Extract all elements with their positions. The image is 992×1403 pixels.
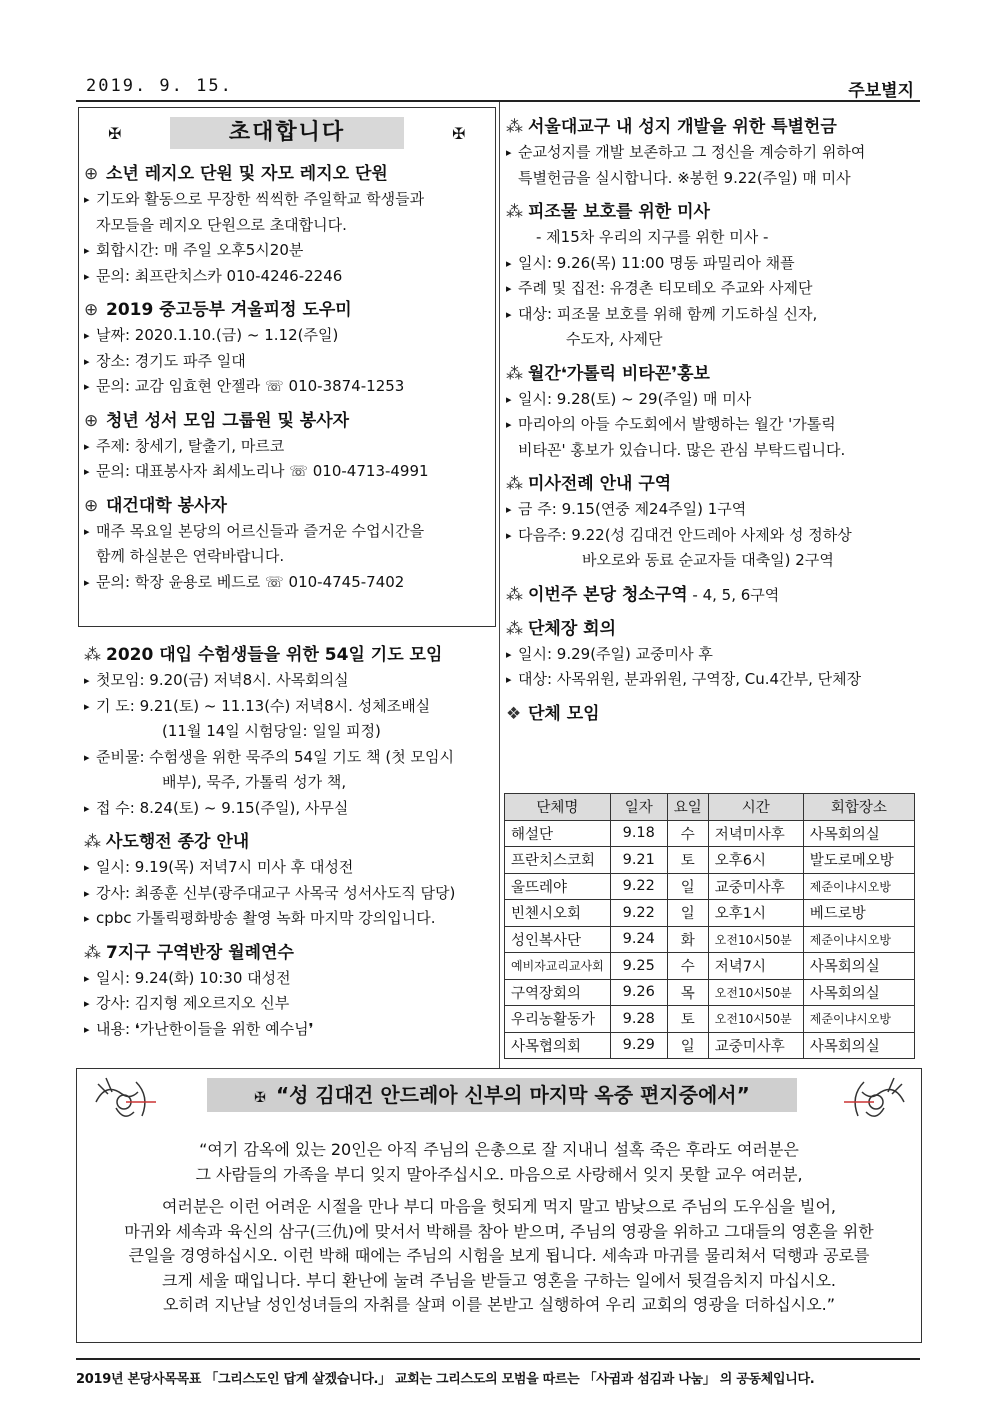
cell: 9.25 bbox=[610, 953, 667, 980]
list-item: ▸ 마리아의 아들 수도회에서 발행하는 월간 '가톨릭 bbox=[506, 412, 920, 438]
list-item-cont: 바오로와 동료 순교자들 대축일) 2구역 bbox=[582, 551, 834, 569]
section-title: 7지구 구역반장 월례연수 bbox=[106, 942, 294, 963]
cell: 9.28 bbox=[610, 1006, 667, 1033]
list-item: ▸ 첫모임: 9.20(금) 저녁8시. 사목회의실 bbox=[84, 668, 496, 694]
section-title: 미사전례 안내 구역 bbox=[528, 474, 672, 494]
left-sections bbox=[84, 642, 496, 1050]
compass-icon: ⊕ bbox=[84, 410, 99, 431]
cell: 9.29 bbox=[610, 1032, 667, 1059]
cross-icon: ✠ bbox=[108, 124, 122, 143]
section-title: 2019 중고등부 겨울피정 도우미 bbox=[106, 300, 352, 320]
list-item-cont: (11월 14일 시험당일: 일일 피정) bbox=[162, 722, 381, 740]
sparkle-icon: ⁂ bbox=[84, 645, 101, 665]
letter-line: 여러분은 이런 어려운 시절을 만나 부디 마음을 헛되게 먹지 말고 밤낮으로 주님의 도우심을 빌어, bbox=[162, 1197, 836, 1216]
cell: 토 bbox=[667, 1006, 708, 1033]
invite-section bbox=[84, 408, 494, 485]
list-item-cont: 수도자, 사제단 bbox=[566, 330, 663, 348]
list-item-cont: 배부), 묵주, 가톨릭 성가 책, bbox=[162, 773, 347, 791]
list-item: ▸ cpbc 가톨릭평화방송 촬영 녹화 마지막 강의입니다. bbox=[84, 906, 496, 932]
sparkle-icon: ⁂ bbox=[84, 942, 101, 963]
col-header: 회합장소 bbox=[803, 794, 914, 821]
letter-body bbox=[80, 1138, 918, 1318]
table-row bbox=[505, 1006, 915, 1033]
table-row bbox=[505, 979, 915, 1006]
list-item: ▸ 일시: 9.19(목) 저녁7시 미사 후 대성전 bbox=[84, 855, 496, 881]
invite-section bbox=[84, 493, 494, 596]
cross-icon: ✠ bbox=[452, 124, 466, 143]
cupid-icon bbox=[86, 1072, 160, 1134]
sparkle-icon: ⁂ bbox=[506, 363, 523, 384]
cell: 오전10시50분 bbox=[708, 926, 803, 953]
cell: 오후1시 bbox=[708, 900, 803, 927]
cell: 9.22 bbox=[610, 900, 667, 927]
list-item: ▸ 대상: 피조물 보호를 위해 함께 기도하실 신자, bbox=[506, 302, 920, 328]
invite-title: 초대합니다 bbox=[170, 117, 404, 149]
cell: 저녁미사후 bbox=[708, 820, 803, 847]
column-divider bbox=[499, 102, 500, 1068]
right-sections bbox=[506, 114, 920, 735]
table-row bbox=[505, 926, 915, 953]
invite-section bbox=[84, 161, 494, 289]
table-row bbox=[505, 953, 915, 980]
cell: 목 bbox=[667, 979, 708, 1006]
cell: 우리농활동가 bbox=[505, 1006, 611, 1033]
section-cleaning bbox=[506, 582, 920, 608]
cell: 발도로메오방 bbox=[803, 847, 914, 874]
letter-title bbox=[207, 1078, 797, 1112]
cell: 제준이냐시오방 bbox=[803, 873, 914, 900]
table-row bbox=[505, 1032, 915, 1059]
sparkle-icon: ⁂ bbox=[506, 117, 523, 137]
list-item: ▸ 문의: 교감 임효현 안젤라 ☏ 010-3874-1253 bbox=[84, 374, 494, 400]
list-item: ▸ 일시: 9.29(주일) 교중미사 후 bbox=[506, 642, 920, 668]
cupid-icon bbox=[840, 1072, 914, 1134]
list-item: ▸ 날짜: 2020.1.10.(금) ~ 1.12(주일) bbox=[84, 323, 494, 349]
letter-line: 오히려 지난날 성인성녀들의 자취를 살펴 이를 본받고 실행하여 우리 교회의 영광을 더하십시오.” bbox=[162, 1295, 836, 1314]
section-offering bbox=[506, 114, 920, 191]
compass-icon: ⊕ bbox=[84, 495, 99, 516]
header-date: 2019. 9. 15. bbox=[86, 76, 233, 96]
cell: 9.22 bbox=[610, 873, 667, 900]
cell: 토 bbox=[667, 847, 708, 874]
footer-rule bbox=[76, 1358, 920, 1360]
table-row bbox=[505, 873, 915, 900]
list-item: ▸ 일시: 9.28(토) ~ 29(주일) 매 미사 bbox=[506, 387, 920, 413]
list-item-cont: 비타꼰' 홍보가 있습니다. 많은 관심 부탁드립니다. bbox=[518, 440, 846, 459]
list-item: ▸ 금 주: 9.15(연중 제24주일) 1구역 bbox=[506, 497, 920, 523]
list-item: ▸ 다음주: 9.22(성 김대건 안드레아 사제와 성 정하상 bbox=[506, 523, 920, 549]
section-prayer bbox=[84, 642, 496, 821]
section-groups bbox=[506, 701, 920, 727]
list-item-cont: 특별헌금을 실시합니다. ※봉헌 9.22(주일) 매 미사 bbox=[518, 168, 851, 187]
section-liturgy bbox=[506, 471, 920, 574]
cell: 제준이냐시오방 bbox=[803, 926, 914, 953]
cell: 화 bbox=[667, 926, 708, 953]
cell: 저녁7시 bbox=[708, 953, 803, 980]
table-row bbox=[505, 847, 915, 874]
cell: 성인복사단 bbox=[505, 926, 611, 953]
cell: 구역장회의 bbox=[505, 979, 611, 1006]
sparkle-icon: ⁂ bbox=[506, 202, 523, 222]
section-title: 월간❛가톨릭 비타꼰❜홍보 bbox=[528, 363, 710, 384]
list-item: ▸ 내용: ❛가난한이들을 위한 예수님❜ bbox=[84, 1017, 496, 1043]
cell: 오전10시50분 bbox=[708, 979, 803, 1006]
cell: 9.26 bbox=[610, 979, 667, 1006]
cell: 수 bbox=[667, 820, 708, 847]
section-title: 단체 모임 bbox=[528, 703, 600, 724]
section-title: 단체장 회의 bbox=[528, 618, 617, 639]
letter-line: 마귀와 세속과 육신의 삼구(三仇)에 맞서서 박해를 참아 받으며, 주님의 영광을 위하고 그대들의 영혼을 위한 bbox=[124, 1221, 874, 1241]
section-title: 대건대학 봉사자 bbox=[106, 495, 227, 516]
list-item-cont: 함께 하실분은 연락바랍니다. bbox=[96, 547, 285, 565]
letter-line: “여기 감옥에 있는 20인은 아직 주님의 은총으로 잘 지내니 설혹 죽은 후라도 여러분은 bbox=[199, 1140, 799, 1159]
table-row bbox=[505, 900, 915, 927]
cell: 교중미사후 bbox=[708, 1032, 803, 1059]
letter-line: 크게 세울 때입니다. 부디 환난에 눌려 주님을 받들고 영혼을 구하는 일에서 뒷걸음치지 마십시오. bbox=[162, 1270, 836, 1290]
cell: 사목회의실 bbox=[803, 953, 914, 980]
cell: 일 bbox=[667, 900, 708, 927]
compass-icon: ⊕ bbox=[84, 300, 99, 320]
cell: 사목협의회 bbox=[505, 1032, 611, 1059]
cell: 오전10시50분 bbox=[708, 1006, 803, 1033]
list-item: ▸ 기 도: 9.21(토) ~ 11.13(수) 저녁8시. 성체조배실 bbox=[84, 694, 496, 720]
list-item: ▸ 회합시간: 매 주일 오후5시20분 bbox=[84, 238, 494, 264]
cell: 사목회의실 bbox=[803, 820, 914, 847]
invite-section bbox=[84, 297, 494, 400]
section-title: 피조물 보호를 위한 미사 bbox=[528, 202, 710, 222]
section-title: 서울대교구 내 성지 개발을 위한 특별헌금 bbox=[528, 117, 837, 137]
section-acts bbox=[84, 829, 496, 932]
sparkle-icon: ⁂ bbox=[84, 832, 101, 852]
section-magazine bbox=[506, 361, 920, 464]
col-header: 단체명 bbox=[505, 794, 611, 821]
sparkle-icon: ⁂ bbox=[506, 618, 523, 639]
cell: 사목회의실 bbox=[803, 979, 914, 1006]
compass-icon: ⊕ bbox=[84, 164, 99, 184]
group-meetings-table bbox=[504, 793, 915, 1059]
cell: 프란치스코회 bbox=[505, 847, 611, 874]
table-header-row bbox=[505, 794, 915, 821]
list-item: ▸ 접 수: 8.24(토) ~ 9.15(주일), 사무실 bbox=[84, 796, 496, 822]
list-item-cont: 자모들을 레지오 단원으로 초대합니다. bbox=[96, 215, 347, 234]
section-title: 2020 대입 수험생들을 위한 54일 기도 모임 bbox=[106, 645, 443, 665]
list-item: ▸ 순교성지를 개발 보존하고 그 정신을 계승하기 위하여 bbox=[506, 140, 920, 166]
col-header: 일자 bbox=[610, 794, 667, 821]
cell: 일 bbox=[667, 1032, 708, 1059]
col-header: 요일 bbox=[667, 794, 708, 821]
cleaning-zones: - 4, 5, 6구역 bbox=[687, 585, 780, 604]
cell: 빈첸시오회 bbox=[505, 900, 611, 927]
list-item: ▸ 주제: 창세기, 탈출기, 마르코 bbox=[84, 434, 494, 460]
section-creation-mass bbox=[506, 199, 920, 353]
list-item: ▸ 문의: 대표봉사자 최세노리나 ☏ 010-4713-4991 bbox=[84, 459, 494, 485]
cell: 베드로방 bbox=[803, 900, 914, 927]
list-item: ▸ 일시: 9.24(화) 10:30 대성전 bbox=[84, 966, 496, 992]
list-item: ▸ 문의: 학장 윤용로 베드로 ☏ 010-4745-7402 bbox=[84, 570, 494, 596]
cell: 일 bbox=[667, 873, 708, 900]
letter-title-text: “성 김대건 안드레아 신부의 마지막 옥중 편지중에서” bbox=[275, 1083, 750, 1107]
section-title: 청년 성서 모임 그룹원 및 봉사자 bbox=[106, 410, 350, 431]
letter-line: 그 사람들의 가족을 부디 잊지 말아주십시오. 마음으로 사랑해서 잊지 못할 교우 여러분, bbox=[195, 1164, 803, 1184]
list-item: ▸ 기도와 활동으로 무장한 씩씩한 주일학교 학생들과 bbox=[84, 187, 494, 213]
cell: 9.24 bbox=[610, 926, 667, 953]
subtitle: - 제15차 우리의 지구를 위한 미사 - bbox=[536, 228, 769, 246]
sparkle-icon: ❖ bbox=[506, 703, 522, 724]
footer-motto: 2019년 본당사목목표 「그리스도인 답게 살겠습니다.」 교회는 그리스도의 모범을 따르는 「사귐과 섬김과 나눔」 의 공동체입니다. bbox=[76, 1372, 815, 1387]
cell: 예비자교리교사회 bbox=[505, 953, 611, 980]
cell: 제준이냐시오방 bbox=[803, 1006, 914, 1033]
section-leaders-meeting bbox=[506, 616, 920, 693]
cell: 수 bbox=[667, 953, 708, 980]
section-district bbox=[84, 940, 496, 1043]
header-rule bbox=[76, 100, 920, 102]
list-item: ▸ 문의: 최프란치스카 010-4246-2246 bbox=[84, 264, 494, 290]
header-title: 주보별지 bbox=[848, 81, 914, 101]
cell: 울뜨레야 bbox=[505, 873, 611, 900]
list-item: ▸ 강사: 최종훈 신부(광주대교구 사목국 성서사도직 담당) bbox=[84, 881, 496, 907]
list-item: ▸ 대상: 사목위원, 분과위원, 구역장, Cu.4간부, 단체장 bbox=[506, 667, 920, 693]
list-item: ▸ 장소: 경기도 파주 일대 bbox=[84, 349, 494, 375]
invite-sections bbox=[84, 161, 494, 603]
cross-icon: ✠ bbox=[254, 1090, 266, 1106]
table-row bbox=[505, 820, 915, 847]
list-item: ▸ 주례 및 집전: 유경촌 티모테오 주교와 사제단 bbox=[506, 276, 920, 302]
list-item: ▸ 준비물: 수험생을 위한 묵주의 54일 기도 책 (첫 모임시 bbox=[84, 745, 496, 771]
section-title: 사도행전 종강 안내 bbox=[106, 832, 250, 852]
cell: 9.18 bbox=[610, 820, 667, 847]
list-item: ▸ 일시: 9.26(목) 11:00 명동 파밀리아 채플 bbox=[506, 251, 920, 277]
sparkle-icon: ⁂ bbox=[506, 584, 523, 605]
cell: 오후6시 bbox=[708, 847, 803, 874]
col-header: 시간 bbox=[708, 794, 803, 821]
section-title: 이번주 본당 청소구역 bbox=[528, 584, 688, 605]
cell: 사목회의실 bbox=[803, 1032, 914, 1059]
cell: 9.21 bbox=[610, 847, 667, 874]
section-title: 소년 레지오 단원 및 자모 레지오 단원 bbox=[106, 164, 388, 184]
cell: 교중미사후 bbox=[708, 873, 803, 900]
list-item: ▸ 강사: 김지형 제오르지오 신부 bbox=[84, 991, 496, 1017]
cell: 해설단 bbox=[505, 820, 611, 847]
letter-line: 큰일을 경영하십시오. 이런 박해 때에는 주님의 시험을 보게 됩니다. 세속과 마귀를 물리쳐서 덕행과 공로를 bbox=[128, 1246, 870, 1265]
list-item: ▸ 매주 목요일 본당의 어르신들과 즐거운 수업시간을 bbox=[84, 519, 494, 545]
sparkle-icon: ⁂ bbox=[506, 474, 523, 494]
